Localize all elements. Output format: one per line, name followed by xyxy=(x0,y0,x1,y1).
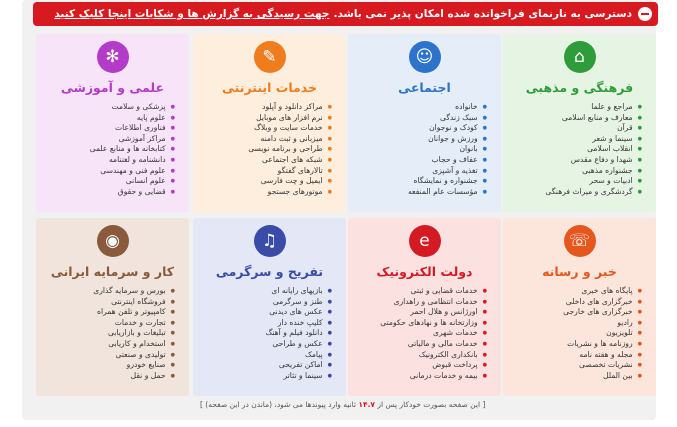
category-link[interactable]: ● خدمات شهری xyxy=(380,328,487,339)
category-link-list xyxy=(563,286,642,381)
category-link[interactable]: ● انقلاب اسلامی xyxy=(545,144,642,155)
category-link[interactable]: ● مراکز آموزشی xyxy=(90,134,175,145)
category-link[interactable]: ● قضایی و حقوق xyxy=(90,187,175,198)
category-link[interactable]: ● وزارتخانه ها و نهادهای حکومتی xyxy=(380,318,487,329)
minus-circle-icon[interactable] xyxy=(638,7,652,21)
category-link[interactable]: ● پرداخت قبوض xyxy=(380,360,487,371)
auto-redirect-notice xyxy=(200,400,485,409)
category-link[interactable]: ● موتورهای جستجو xyxy=(248,187,332,198)
category-title[interactable]: تفریح و سرگرمی xyxy=(215,264,324,279)
category-link[interactable]: ● فناوری اطلاعات xyxy=(90,123,175,134)
entertainment-icon: ♫ xyxy=(254,225,286,257)
category-card-e-government[interactable] xyxy=(348,218,501,396)
category-link[interactable]: ● علوم انسانی xyxy=(90,176,175,187)
category-link[interactable]: ● قرآن xyxy=(545,123,642,134)
e-government-icon: e xyxy=(409,225,441,257)
category-link[interactable]: ● خدمات قضایی و ثبتی xyxy=(380,286,487,297)
report-complaint-link[interactable]: جهت رسیدگی به گزارش ها و شکایات اینجا کلیک کنید xyxy=(54,8,330,20)
category-link[interactable]: ● پزشکی و سلامت xyxy=(90,102,175,113)
category-link[interactable]: ● مجله و هفته نامه xyxy=(563,350,642,361)
category-link[interactable]: ● کودک و نوجوان xyxy=(408,123,487,134)
category-link-list xyxy=(93,286,175,381)
category-link[interactable]: ● بانوان xyxy=(408,144,487,155)
category-title[interactable]: کار و سرمایه ایرانی xyxy=(50,264,175,279)
category-link-list xyxy=(545,102,642,197)
category-link[interactable]: ● ایمیل و چت فارسی xyxy=(248,176,332,187)
category-link[interactable]: ● تلویزیون xyxy=(563,328,642,339)
category-title[interactable]: خدمات اینترنتی xyxy=(222,80,317,95)
category-link[interactable]: ● ورزش و جوانان xyxy=(408,134,487,145)
category-link[interactable]: ● علوم فنی و مهندسی xyxy=(90,166,175,177)
alert-text: دسترسی به نارنمای فراخوانده شده امکان پذیر نمی باشد. xyxy=(333,8,632,20)
category-link[interactable]: ● روزنامه ها و نشریات xyxy=(563,339,642,350)
category-link[interactable]: ● میزبانی و ثبت دامنه xyxy=(248,134,332,145)
category-card-entertainment[interactable] xyxy=(193,218,346,396)
category-link[interactable]: ● استخدام و کاریابی xyxy=(93,339,175,350)
category-link[interactable]: ● معارف و منابع اسلامی xyxy=(545,113,642,124)
category-link-list xyxy=(248,102,332,197)
category-card-social[interactable] xyxy=(348,34,501,212)
news-media-icon: ☏ xyxy=(564,225,596,257)
category-link[interactable]: ● سینما و شعر xyxy=(545,134,642,145)
category-link[interactable]: ● مؤسسات عام المنفعه xyxy=(408,187,487,198)
category-link[interactable]: ● طنز و سرگرمی xyxy=(266,297,332,308)
category-link[interactable]: ● مراجع و علما xyxy=(545,102,642,113)
category-link[interactable]: ● بیمه و خدمات درمانی xyxy=(380,371,487,382)
category-link[interactable]: ● عکس های دیدنی xyxy=(266,307,332,318)
category-link[interactable]: ● عکس و طراحی xyxy=(266,339,332,350)
category-link[interactable]: ● تبلیغات و بازاریابی xyxy=(93,328,175,339)
category-link[interactable]: ● ادبیات و سحر xyxy=(545,176,642,187)
category-link[interactable]: ● تجارت و خدمات xyxy=(93,318,175,329)
category-card-business-investment[interactable] xyxy=(36,218,189,396)
category-link[interactable]: ● علوم پایه xyxy=(90,113,175,124)
social-icon: ☺ xyxy=(409,41,441,73)
business-investment-icon: ◉ xyxy=(97,225,129,257)
category-card-news-media[interactable] xyxy=(503,218,656,396)
category-link[interactable]: ● شبکه های اجتماعی xyxy=(248,155,332,166)
category-link[interactable]: ● جشنواره و نمایشگاه xyxy=(408,176,487,187)
category-link[interactable]: ● خدمات سایت و وبلاگ xyxy=(248,123,332,134)
category-link[interactable]: ● کلیپ خنده دار xyxy=(266,318,332,329)
category-link[interactable]: ● اورژانس و هلال احمر xyxy=(380,307,487,318)
access-denied-alert xyxy=(33,2,658,26)
internet-services-icon: ✎ xyxy=(254,41,286,73)
category-card-cultural-religious[interactable] xyxy=(503,34,656,212)
countdown-seconds: ۱۴.۷ xyxy=(358,400,376,409)
category-link[interactable]: ● کتابخانه ها و منابع علمی xyxy=(90,144,175,155)
category-link[interactable]: ● گردشگری و میراث فرهنگی xyxy=(545,187,642,198)
category-link-list xyxy=(90,102,175,197)
category-link[interactable]: ● تغذیه و آشپزی xyxy=(408,166,487,177)
category-link[interactable]: ● بورس و سرمایه گذاری xyxy=(93,286,175,297)
category-link-list xyxy=(380,286,487,381)
category-link[interactable]: ● شهدا و دفاع مقدس xyxy=(545,155,642,166)
category-link[interactable]: ● بین الملل xyxy=(563,371,642,382)
category-link-list xyxy=(408,102,487,197)
footer-text-end[interactable]: ثانیه وارد پیوندها می شود، (ماندن در این صفحه) ] xyxy=(200,400,357,409)
category-card-science-education[interactable] xyxy=(36,34,189,212)
category-link[interactable]: ● رادیو xyxy=(563,318,642,329)
category-link[interactable]: ● نشریات تخصصی xyxy=(563,360,642,371)
category-link[interactable]: ● سبک زندگی xyxy=(408,113,487,124)
category-link[interactable]: ● بازیهای رایانه ای xyxy=(266,286,332,297)
category-link-list xyxy=(266,286,332,381)
category-link[interactable]: ● عفاف و حجاب xyxy=(408,155,487,166)
category-link[interactable]: ● حمل و نقل xyxy=(93,371,175,382)
category-title[interactable]: اجتماعی xyxy=(398,80,451,95)
category-title[interactable]: خبر و رسانه xyxy=(542,264,617,279)
category-link[interactable]: ● خانواده xyxy=(408,102,487,113)
category-link[interactable]: ● بانکداری الکترونیک xyxy=(380,350,487,361)
category-card-internet-services[interactable] xyxy=(193,34,346,212)
category-link[interactable]: ● خدمات انتظامی و راهداری xyxy=(380,297,487,308)
category-link[interactable]: ● دانلود فیلم و آهنگ xyxy=(266,328,332,339)
category-link[interactable]: ● صنایع خودرو xyxy=(93,360,175,371)
category-title[interactable]: علمی و آموزشی xyxy=(60,80,165,95)
category-link[interactable]: ● سینما و تئاتر xyxy=(266,371,332,382)
category-link[interactable]: ● اماکن تفریحی xyxy=(266,360,332,371)
science-education-icon: ✻ xyxy=(97,41,129,73)
category-link[interactable]: ● خدمات مالی و مالیاتی xyxy=(380,339,487,350)
category-link[interactable]: ● جشنواره مذهبی xyxy=(545,166,642,177)
category-link[interactable]: ● خبرگزاری های داخلی xyxy=(563,297,642,308)
category-link[interactable]: ● نرم افزار های موبایل xyxy=(248,113,332,124)
category-link[interactable]: ● مراکز دانلود و آپلود xyxy=(248,102,332,113)
category-title[interactable]: دولت الکترونیک xyxy=(376,264,473,279)
category-link[interactable]: ● خبرگزاری های خارجی xyxy=(563,307,642,318)
category-title[interactable]: فرهنگی و مذهبی xyxy=(525,80,634,95)
category-link[interactable]: ● پایگاه های خبری xyxy=(563,286,642,297)
footer-text-start: [ این صفحه بصورت خودکار پس از xyxy=(377,400,486,409)
category-link[interactable]: ● فروشگاه اینترنتی xyxy=(93,297,175,308)
category-link[interactable]: ● تولیدی و صنعتی xyxy=(93,350,175,361)
category-link[interactable]: ● پیامک xyxy=(266,350,332,361)
category-link[interactable]: ● طراحی و برنامه نویسی xyxy=(248,144,332,155)
category-link[interactable]: ● دانشنامه و لغتنامه xyxy=(90,155,175,166)
category-link[interactable]: ● تالارهای گفتگو xyxy=(248,166,332,177)
cultural-religious-icon: ⌂ xyxy=(564,41,596,73)
category-link[interactable]: ● کامپیوتر و تلفن همراه xyxy=(93,307,175,318)
